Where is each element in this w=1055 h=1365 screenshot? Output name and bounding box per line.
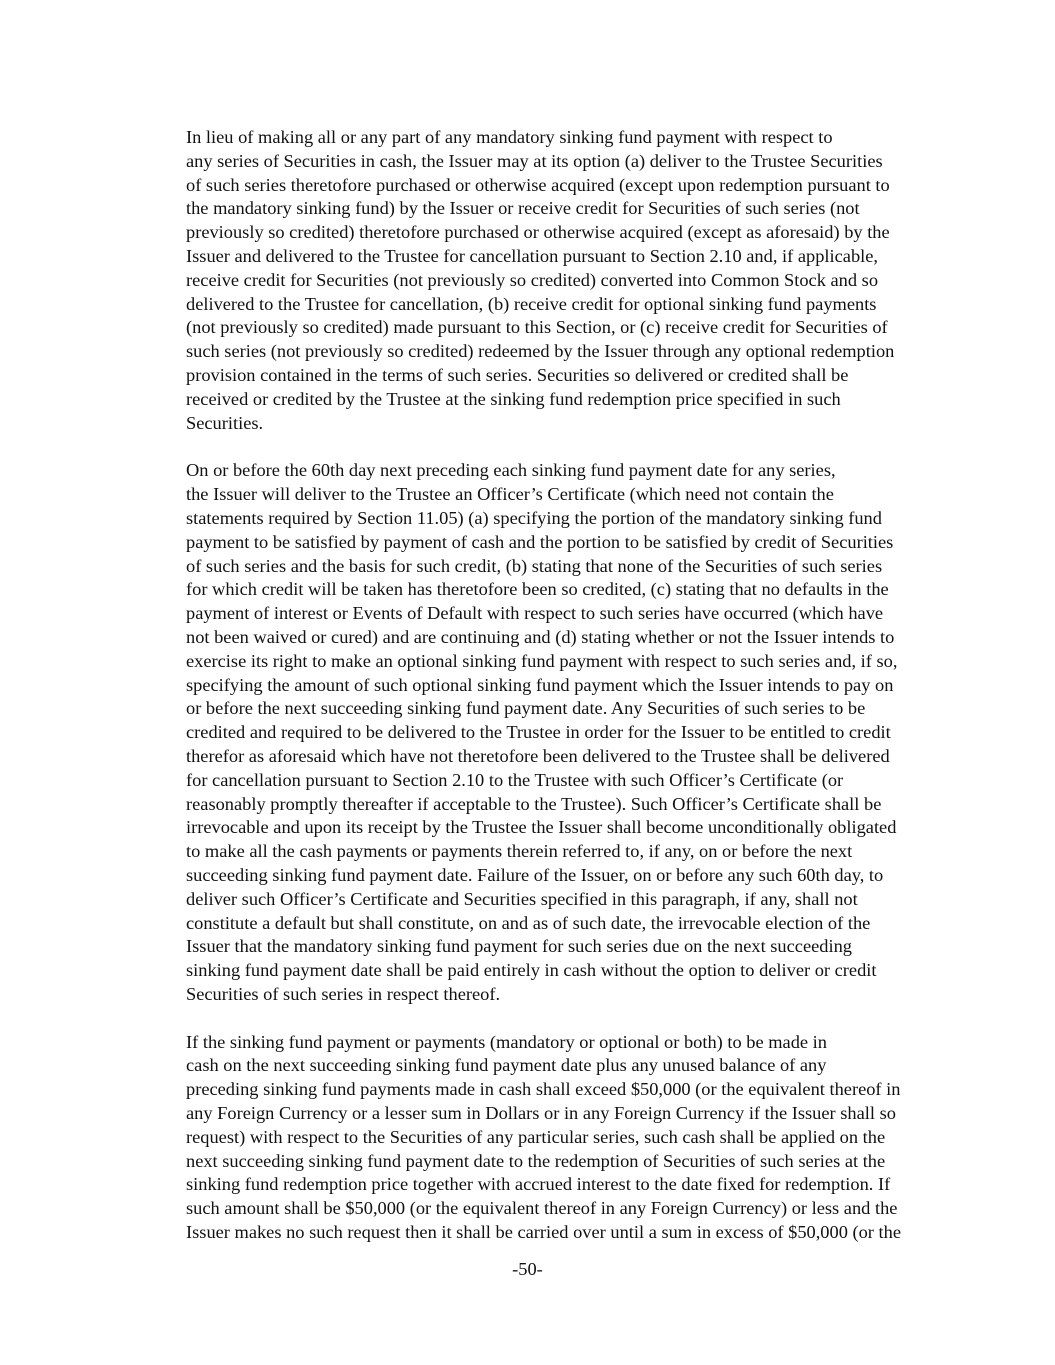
text-line: delivered to the Trustee for cancellation, (b) receive credit for optional sinking fund payments (186, 293, 877, 314)
text-line: constitute a default but shall constitute, on and as of such date, the irrevocable election of the (186, 912, 871, 933)
text-line: cash on the next succeeding sinking fund payment date plus any unused balance of any (186, 1055, 827, 1076)
text-line: Issuer and delivered to the Trustee for cancellation pursuant to Section 2.10 and, if applicable, (186, 245, 879, 266)
text-line: of such series and the basis for such credit, (b) stating that none of the Securities of such series (186, 555, 883, 576)
text-line: request) with respect to the Securities of any particular series, such cash shall be applied on the (186, 1126, 886, 1147)
text-line: provision contained in the terms of such series. Securities so delivered or credited shall be (186, 364, 849, 385)
text-line: next succeeding sinking fund payment date to the redemption of Securities of such series at the (186, 1150, 886, 1171)
text-line: Securities of such series in respect thereof. (186, 983, 501, 1004)
text-line: (not previously so credited) made pursuant to this Section, or (c) receive credit for Securities of (186, 317, 888, 338)
text-line: reasonably promptly thereafter if acceptable to the Trustee). Such Officer’s Certificate shall be (186, 793, 882, 814)
text-line: sinking fund redemption price together with accrued interest to the date fixed for redemption. If (186, 1174, 891, 1195)
text-line: preceding sinking fund payments made in cash shall exceed $50,000 (or the equivalent thereof in (186, 1079, 901, 1100)
text-line: irrevocable and upon its receipt by the Trustee the Issuer shall become unconditionally obligated (186, 817, 897, 838)
text-line: any Foreign Currency or a lesser sum in Dollars or in any Foreign Currency if the Issuer shall so (186, 1103, 896, 1124)
text-line: Securities. (186, 412, 264, 433)
text-line: succeeding sinking fund payment date. Failure of the Issuer, on or before any such 60th day, to (186, 864, 884, 885)
text-line: payment to be satisfied by payment of cash and the portion to be satisfied by credit of Securities (186, 531, 894, 552)
text-line: Issuer that the mandatory sinking fund payment for such series due on the next succeeding (186, 936, 852, 957)
text-line: previously so credited) theretofore purchased or otherwise acquired (except as aforesaid) by the (186, 222, 890, 243)
text-line: of such series theretofore purchased or otherwise acquired (except upon redemption pursuant to (186, 174, 890, 195)
text-line: In lieu of making all or any part of any mandatory sinking fund payment with respect to (186, 127, 833, 147)
text-line: such amount shall be $50,000 (or the equivalent thereof in any Foreign Currency) or less and the (186, 1198, 898, 1219)
text-line: If the sinking fund payment or payments (mandatory or optional or both) to be made in (186, 1031, 827, 1052)
text-line: the Issuer will deliver to the Trustee an Officer’s Certificate (which need not contain the (186, 484, 834, 505)
text-line: specifying the amount of such optional sinking fund payment which the Issuer intends to pay on (186, 674, 894, 695)
paragraph-officers-certificate (124, 459, 934, 1006)
text-line: exercise its right to make an optional sinking fund payment with respect to such series and, if so, (186, 650, 898, 671)
text-line: payment of interest or Events of Default with respect to such series have occurred (which have (186, 603, 884, 624)
text-line: On or before the 60th day next preceding each sinking fund payment date for any series, (186, 460, 836, 481)
text-line: for cancellation pursuant to Section 2.10 to the Trustee with such Officer’s Certificate (or (186, 769, 844, 790)
text-line: or before the next succeeding sinking fund payment date. Any Securities of such series to be (186, 698, 866, 719)
paragraph-cash-application (124, 1031, 934, 1245)
text-line: the mandatory sinking fund) by the Issuer or receive credit for Securities of such series (not (186, 198, 860, 219)
text-line: not been waived or cured) and are continuing and (d) stating whether or not the Issuer intends to (186, 626, 895, 647)
text-line: received or credited by the Trustee at the sinking fund redemption price specified in such (186, 388, 841, 409)
paragraph-sinking-fund-credit (124, 126, 934, 435)
text-line: to make all the cash payments or payments therein referred to, if any, on or before the next (186, 841, 853, 862)
text-line: deliver such Officer’s Certificate and Securities specified in this paragraph, if any, shall not (186, 888, 858, 909)
text-line: credited and required to be delivered to the Trustee in order for the Issuer to be entitled to credit (186, 722, 891, 743)
page-number: -50- (512, 1259, 543, 1279)
text-line: any series of Securities in cash, the Issuer may at its option (a) deliver to the Trustee Securities (186, 150, 883, 171)
document-body (124, 126, 934, 1269)
text-line: for which credit will be taken has theretofore been so credited, (c) stating that no defaults in the (186, 579, 889, 600)
text-line: such series (not previously so credited) redeemed by the Issuer through any optional redemption (186, 341, 895, 362)
text-line: Issuer makes no such request then it shall be carried over until a sum in excess of $50,000 (or the (186, 1222, 901, 1243)
text-line: sinking fund payment date shall be paid entirely in cash without the option to deliver or credit (186, 960, 877, 981)
text-line: therefor as aforesaid which have not theretofore been delivered to the Trustee shall be delivered (186, 745, 890, 766)
text-line: statements required by Section 11.05) (a) specifying the portion of the mandatory sinking fund (186, 507, 882, 528)
text-line: receive credit for Securities (not previously so credited) converted into Common Stock and so (186, 269, 879, 290)
